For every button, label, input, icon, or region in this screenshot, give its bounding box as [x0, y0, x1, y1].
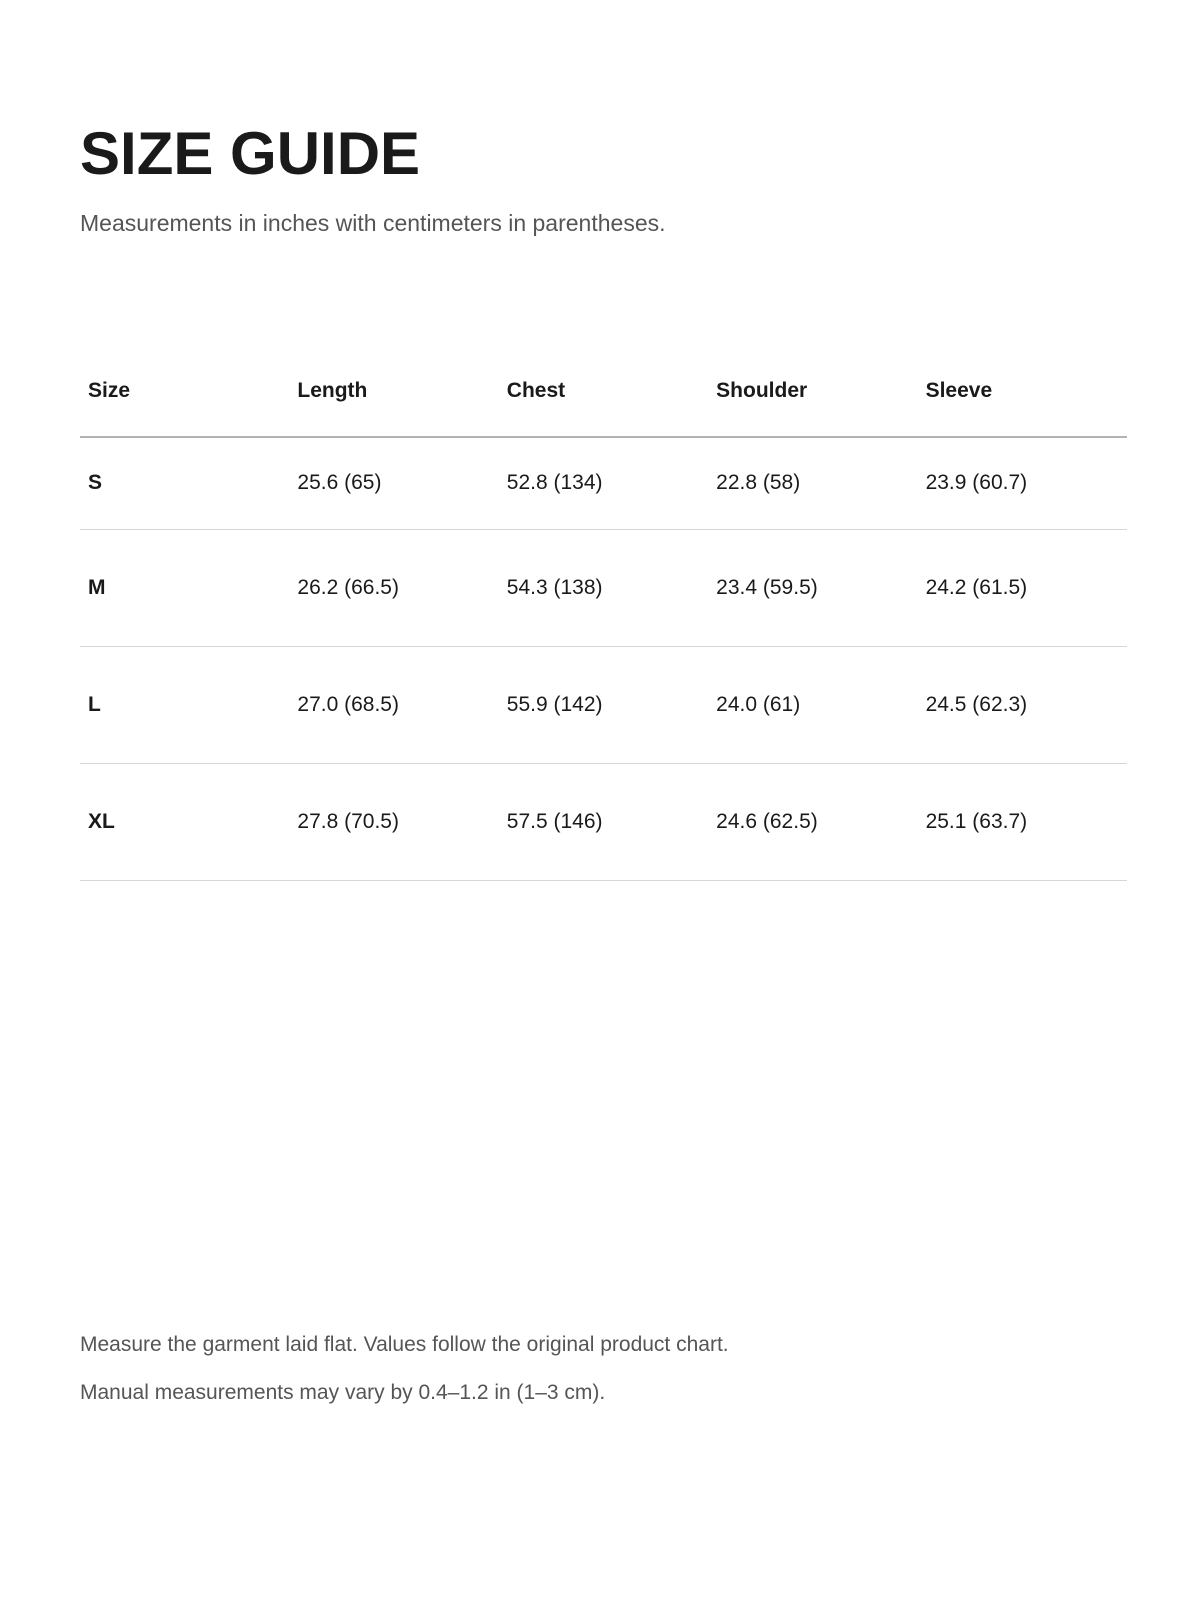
chest-cell: 54.3 (138)	[499, 529, 708, 646]
sleeve-cell: 25.1 (63.7)	[918, 763, 1127, 880]
size-guide-page	[80, 0, 1127, 1600]
footnotes	[80, 1330, 729, 1426]
chest-cell: 57.5 (146)	[499, 763, 708, 880]
table-row	[80, 529, 1127, 646]
chest-cell: 55.9 (142)	[499, 646, 708, 763]
sleeve-cell: 24.5 (62.3)	[918, 646, 1127, 763]
footnote-measure-flat: Measure the garment laid flat. Values follow the original product chart.	[80, 1333, 729, 1356]
chest-cell: 52.8 (134)	[499, 437, 708, 529]
column-header-chest: Chest	[499, 345, 708, 437]
shoulder-cell: 22.8 (58)	[708, 437, 917, 529]
sleeve-cell: 23.9 (60.7)	[918, 437, 1127, 529]
size-cell: S	[80, 437, 289, 529]
length-cell: 27.8 (70.5)	[289, 763, 498, 880]
column-header-length: Length	[289, 345, 498, 437]
size-table	[80, 345, 1127, 881]
column-header-sleeve: Sleeve	[918, 345, 1127, 437]
length-cell: 25.6 (65)	[289, 437, 498, 529]
table-row	[80, 763, 1127, 880]
table-header	[80, 345, 1127, 437]
size-cell: M	[80, 529, 289, 646]
column-header-shoulder: Shoulder	[708, 345, 917, 437]
shoulder-cell: 24.0 (61)	[708, 646, 917, 763]
column-header-size: Size	[80, 345, 289, 437]
size-cell: L	[80, 646, 289, 763]
footnote-variance: Manual measurements may vary by 0.4–1.2 in (1–3 cm).	[80, 1381, 606, 1404]
shoulder-cell: 23.4 (59.5)	[708, 529, 917, 646]
page-title: SIZE GUIDE	[80, 120, 421, 187]
page-subtitle: Measurements in inches with centimeters in parentheses.	[80, 210, 666, 236]
table-header-row	[80, 345, 1127, 437]
table-body	[80, 437, 1127, 880]
sleeve-cell: 24.2 (61.5)	[918, 529, 1127, 646]
length-cell: 27.0 (68.5)	[289, 646, 498, 763]
size-cell: XL	[80, 763, 289, 880]
length-cell: 26.2 (66.5)	[289, 529, 498, 646]
shoulder-cell: 24.6 (62.5)	[708, 763, 917, 880]
table-row	[80, 646, 1127, 763]
table-row	[80, 437, 1127, 529]
